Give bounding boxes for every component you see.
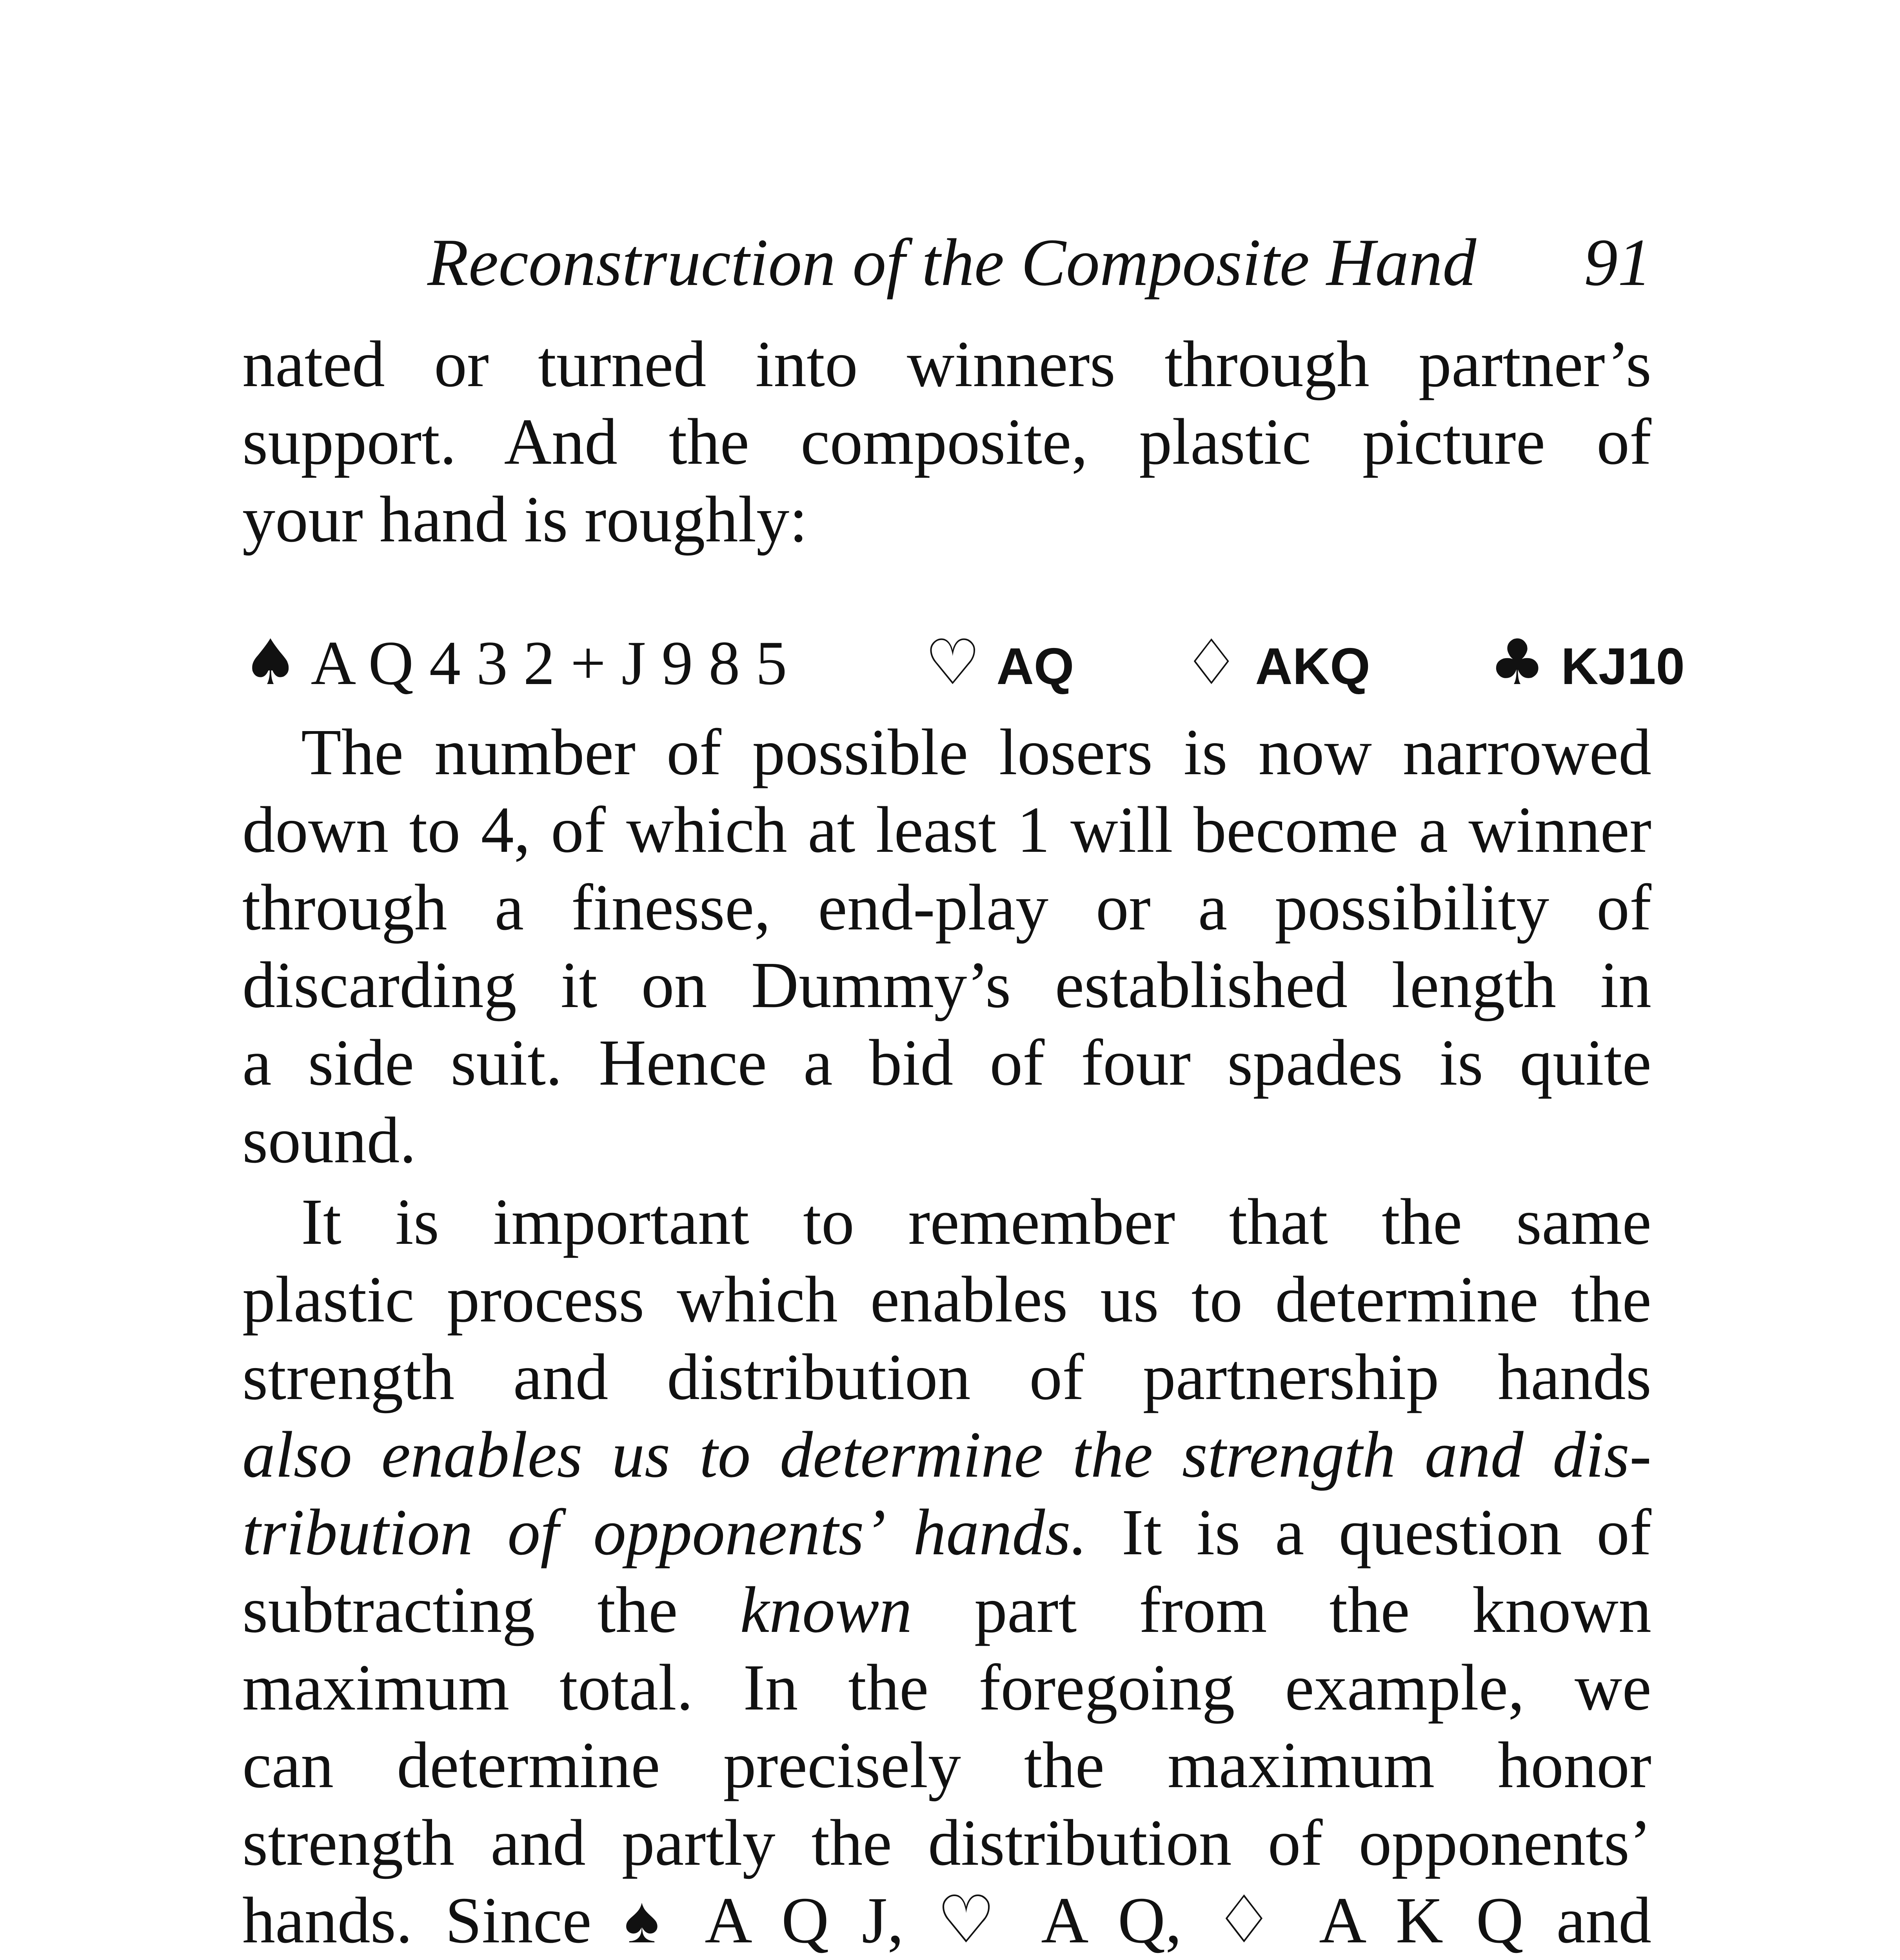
text-line: hands. Since ♠ A Q J, ♡ A Q, ♢ A K Q and: [242, 1884, 1651, 1957]
italic-phrase: tribution of opponents’ hands.: [242, 1496, 1087, 1569]
heart-icon: ♡: [925, 626, 981, 699]
text-line: It is important to remember that the same: [301, 1185, 1651, 1258]
diamond-icon: ♢: [1183, 626, 1240, 699]
text-line: [242, 1494, 1651, 1571]
italic-word: known: [740, 1573, 912, 1646]
clubs-holding: [1489, 623, 1685, 706]
text-line: support. And the composite, plastic picture of: [242, 405, 1651, 478]
text-line: strength and distribution of partnership hands: [242, 1341, 1651, 1414]
running-header: [427, 220, 1651, 306]
text-line: through a finesse, end-play or a possibility of: [242, 871, 1651, 944]
text-line: strength and partly the distribution of opponents’: [242, 1806, 1651, 1879]
text-line: can determine precisely the maximum honor: [242, 1729, 1651, 1802]
hand-diagram: [242, 623, 1685, 702]
hearts-cards: AQ: [996, 637, 1074, 695]
text-span: part from the known: [912, 1573, 1651, 1646]
text-line: also enables us to determine the strength and dis-: [242, 1418, 1651, 1491]
diamonds-cards: AKQ: [1255, 637, 1370, 695]
diamonds-holding: [1183, 623, 1370, 706]
page-number: 91: [1584, 225, 1651, 300]
clubs-cards: KJ10: [1561, 637, 1685, 695]
text-span: subtracting the: [242, 1573, 740, 1646]
text-line: maximum total. In the foregoing example, we: [242, 1651, 1651, 1724]
text-line: sound.: [242, 1104, 416, 1177]
paragraph-2: [242, 713, 1651, 1179]
text-line: down to 4, of which at least 1 will become a winner: [242, 793, 1651, 866]
text-line: nated or turned into winners through partner’s: [242, 328, 1651, 401]
paragraph-1: [242, 325, 1651, 558]
spades-cards: A Q 4 3 2 + J 9 8 5: [311, 628, 787, 698]
text-line: your hand is roughly:: [242, 483, 808, 556]
text-line: The number of possible losers is now narrowed: [301, 716, 1651, 789]
chapter-title: Reconstruction of the Composite Hand: [427, 225, 1477, 300]
club-icon: ♣: [1489, 626, 1546, 699]
hearts-holding: [925, 623, 1074, 706]
text-line: plastic process which enables us to determine the: [242, 1263, 1651, 1336]
text-line: [242, 1571, 1651, 1649]
paragraph-3: [242, 1183, 1651, 1960]
text-line: discarding it on Dummy’s established length in: [242, 949, 1651, 1022]
spade-icon: ♠: [242, 626, 299, 699]
text-span: It is a question of: [1087, 1496, 1651, 1569]
text-line: a side suit. Hence a bid of four spades is quite: [242, 1026, 1651, 1099]
spades-holding: [242, 623, 787, 702]
